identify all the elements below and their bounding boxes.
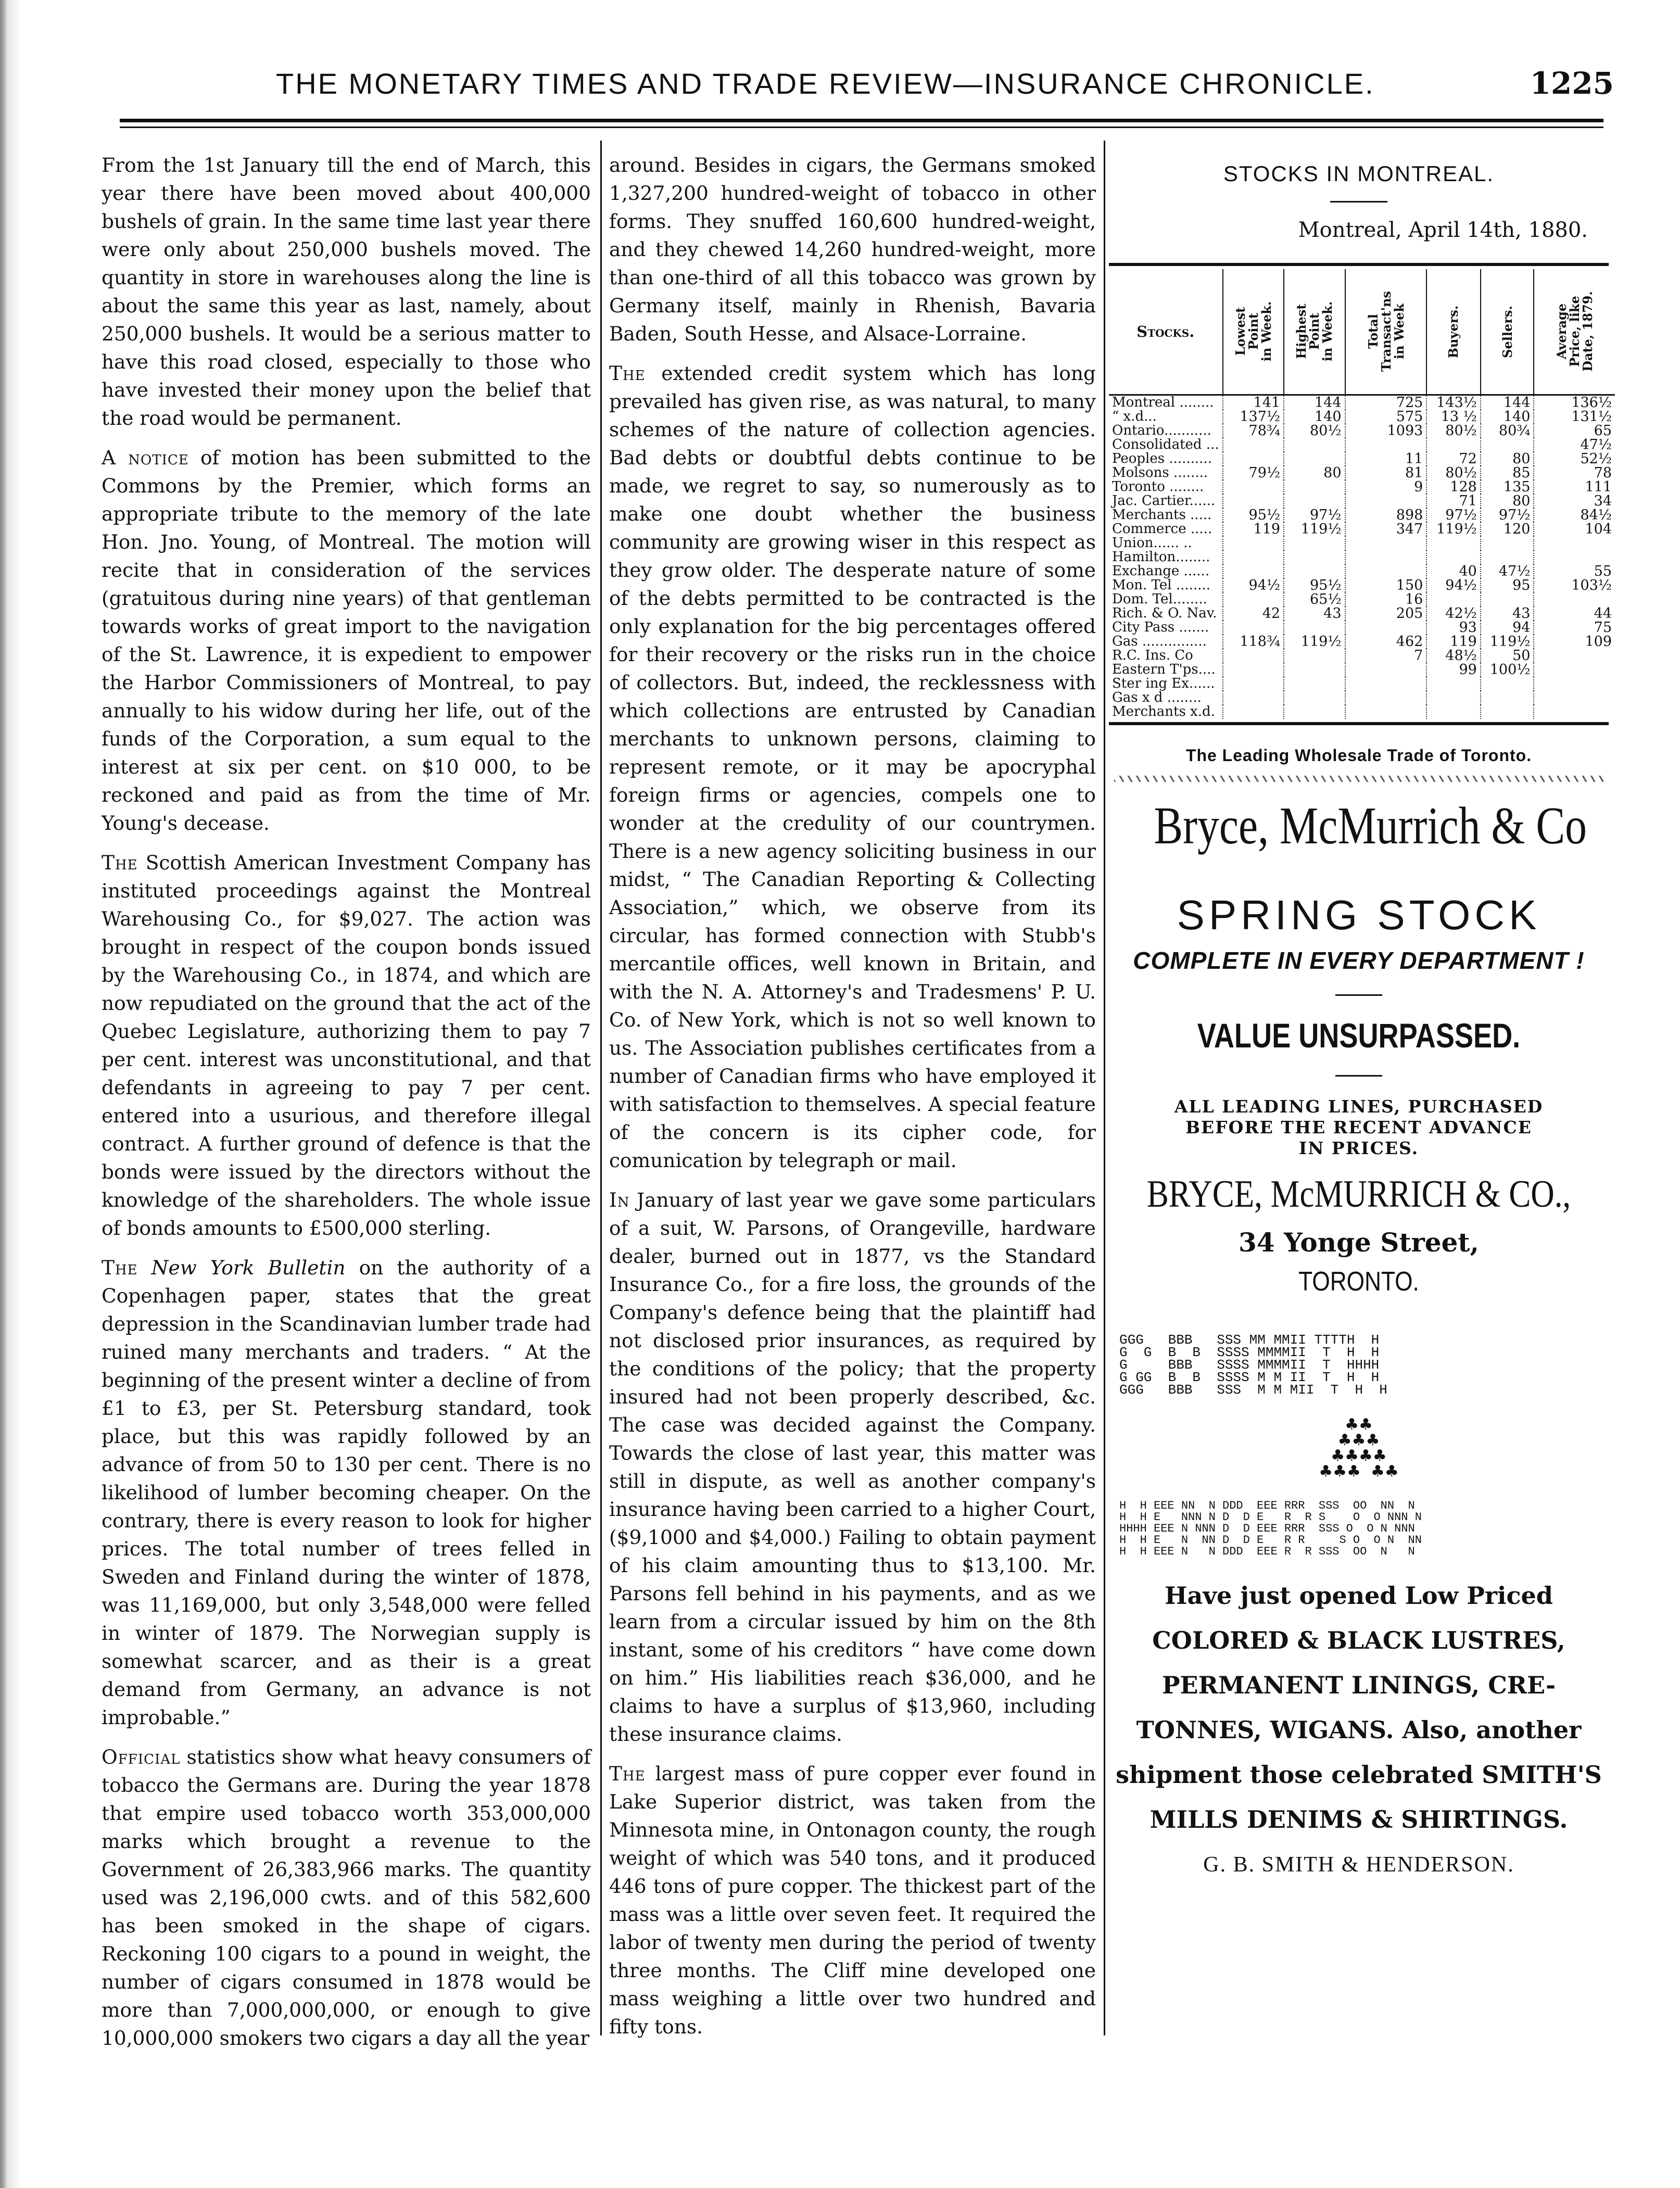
stock-name-cell: Exchange ...... <box>1112 563 1210 579</box>
value-headline: VALUE UNSURPASSED. <box>1197 1016 1521 1055</box>
stock-value-cell: 347 <box>1345 522 1427 536</box>
stock-value-cell <box>1534 677 1615 691</box>
stock-value-cell: 52½ <box>1534 452 1615 466</box>
stock-value-cell <box>1345 564 1427 578</box>
stock-value-cell: 7 <box>1345 649 1427 663</box>
publication-name: New York Bulletin <box>151 1256 346 1279</box>
paragraph-text: on the authority of a Copenhagen paper, states that the great depression in the Scandinavian lumber trade had ruined many merchants and traders. “ At the beginning of the present winter a decline of from £1 to £3, per St. Petersburg standard, took place, but this was rapidly followed by an advance of from 50 to 130 per cent. There is no likelihood of lumber becoming cheaper. On the contrary, there is every reason to look for higher prices. The total number of trees felled in Sweden and Finland during the winter of 1878, was 11,169,000, but only 3,548,000 were felled in winter of 1879. The Norwegian supply is somewhat scarcer, and as their is a great demand from Germany, an advance is not improbable.” <box>102 1256 591 1729</box>
stock-value-cell: 97½ <box>1481 508 1534 522</box>
stock-value-cell: 120 <box>1481 522 1534 536</box>
stock-value-cell <box>1345 621 1427 635</box>
stock-name-cell: Toronto ........ <box>1112 479 1204 495</box>
stock-value-cell <box>1284 649 1345 663</box>
advertiser-name: Bryce, McMurrich & Co <box>1154 796 1587 855</box>
stock-value-cell: 48½ <box>1426 649 1480 663</box>
stock-value-cell: 93 <box>1426 621 1480 635</box>
stock-value-cell: 119½ <box>1284 635 1345 649</box>
table-row <box>1109 508 1615 522</box>
stock-value-cell: 97½ <box>1426 508 1480 522</box>
stocks-col-header <box>1284 269 1345 395</box>
stock-name-cell: Ster ing Ex...... <box>1112 676 1215 691</box>
stock-value-cell <box>1345 438 1427 452</box>
table-row <box>1109 691 1615 705</box>
stock-value-cell: 119 <box>1426 635 1480 649</box>
stock-value-cell <box>1223 621 1284 635</box>
stock-value-cell: 79½ <box>1223 466 1284 480</box>
paragraph-notice <box>102 444 591 837</box>
stock-value-cell <box>1284 550 1345 564</box>
lead-word: The <box>102 1256 138 1279</box>
stock-value-cell: 47½ <box>1534 438 1615 452</box>
advertiser-name-caps: BRYCE, McMURRICH & CO., <box>1146 1173 1571 1216</box>
paragraph-scottish <box>102 849 591 1242</box>
stock-value-cell: 71 <box>1426 494 1480 508</box>
stock-value-cell <box>1284 564 1345 578</box>
stock-name-cell: Union...... .. <box>1112 535 1192 551</box>
stocks-col-header-label: Highest Point in Week. <box>1294 301 1335 362</box>
announce-line: PERMANENT LININGS, CRE- <box>1161 1671 1556 1699</box>
stock-value-cell <box>1223 550 1284 564</box>
stocks-col-header-label: Total Transact'ns in Week <box>1365 291 1407 372</box>
stock-value-cell: 9 <box>1345 480 1427 494</box>
page-header <box>120 67 1630 108</box>
table-row <box>1109 452 1615 466</box>
stock-value-cell: 65½ <box>1284 592 1345 606</box>
stocks-col-header-label: Lowest Point in Week. <box>1232 301 1274 362</box>
stock-name-cell: Hamilton........ <box>1112 549 1210 565</box>
table-row <box>1109 536 1615 550</box>
stock-value-cell: 80 <box>1481 452 1534 466</box>
stock-name-cell: Ontario........... <box>1112 423 1211 438</box>
city-name: TORONTO. <box>1298 1267 1419 1297</box>
stock-value-cell <box>1284 494 1345 508</box>
stock-value-cell <box>1481 438 1534 452</box>
paragraph-credit <box>609 359 1096 1174</box>
clover-ornament-icon: ♣♣ ♣♣♣ ♣♣♣♣ ♣♣♣ ♣♣ <box>1319 1415 1399 1481</box>
stock-value-cell: 137½ <box>1223 410 1284 424</box>
stock-value-cell <box>1534 649 1615 663</box>
lead-word: The <box>102 851 138 874</box>
stock-value-cell <box>1223 592 1284 606</box>
stock-value-cell <box>1284 438 1345 452</box>
paragraph-text: largest mass of pure copper ever found in Lake Superior district, was taken from the Minnesota mine, in Ontonagon county, the rough weight of which was 540 tons, and it produced 446 tons of pure copper. The thickest part of the mass was a little over seven feet. It required the labor of twenty men during the period of twenty three months. The Cliff mine developed one mass weighing a little over two hundred and fifty tons. <box>609 1762 1096 2038</box>
lead-word: A notice <box>102 446 189 469</box>
paragraph-parsons <box>609 1186 1096 1748</box>
stock-value-cell: 94½ <box>1223 578 1284 592</box>
paragraph-text: January of last year we gave some particulars of a suit, W. Parsons, of Orangeville, hardware dealer, burned out in 1877, vs the Standard Insurance Co., for a fire loss, the grounds of the Company's defence being that the plaintiff had not disclosed prior insurances, as required by the conditions of the policy; that the property insured had not been properly described, &c. The case was decided against the Company. Towards the close of last year, this matter was still in dispute, as well as another company's insurance having been carried to a higher Court, ($9,1000 and $4,000.) Failing to obtain payment of his claim amounting thus to $13,100. Mr. Parsons fell behind in his payments, and as we learn from a circular issued by him on the 8th instant, some of his creditors “ have come down on him.” His liabilities reach $36,000, and he claims to have a surplus of $13,960, including these insurance claims. <box>609 1188 1096 1746</box>
stock-value-cell: 99 <box>1426 663 1480 677</box>
stock-value-cell <box>1534 536 1615 550</box>
stock-value-cell: 128 <box>1426 480 1480 494</box>
stock-value-cell: 109 <box>1534 635 1615 649</box>
stock-value-cell: 84½ <box>1534 508 1615 522</box>
stock-value-cell <box>1284 621 1345 635</box>
stock-value-cell: 462 <box>1345 635 1427 649</box>
paragraph-cigars: around. Besides in cigars, the Germans smoked 1,327,200 hundred-weight of tobacco in other forms. They snuffed 160,600 hundred-weight, and they chewed 14,260 hundred-weight, more than one-third of all this tobacco was grown by Germany itself, mainly in Rhenish, Bavaria Baden, South Hesse, and Alsace-Lorraine. <box>609 154 1096 345</box>
stock-value-cell <box>1223 705 1284 719</box>
announce-line: MILLS DENIMS & SHIRTINGS. <box>1150 1805 1568 1833</box>
stock-value-cell: 119½ <box>1284 522 1345 536</box>
stock-name-cell: Merchants x.d. <box>1112 704 1215 719</box>
stock-name-cell: Molsons ........ <box>1112 465 1208 480</box>
paragraph-tobacco <box>102 1743 591 2052</box>
stocks-body <box>1109 395 1615 719</box>
stock-value-cell: 43 <box>1284 606 1345 621</box>
stock-value-cell <box>1534 691 1615 705</box>
stock-name-cell: Dom. Tel........ <box>1112 591 1207 607</box>
announce-line: shipment those celebrated SMITH'S <box>1116 1761 1602 1789</box>
stock-value-cell: 140 <box>1284 410 1345 424</box>
lines-text: ALL LEADING LINES, PURCHASED <box>1174 1096 1544 1117</box>
stock-value-cell: 44 <box>1534 606 1615 621</box>
stock-value-cell <box>1426 592 1480 606</box>
stocks-and-ads-column <box>1109 151 1612 1877</box>
announce-line: TONNES, WIGANS. Also, another <box>1136 1716 1582 1744</box>
divider <box>1330 201 1387 203</box>
table-row <box>1109 395 1615 410</box>
column-divider-1 <box>600 141 602 2035</box>
stock-value-cell <box>1345 677 1427 691</box>
advertiser-signature: G. B. SMITH & HENDERSON. <box>1203 1853 1514 1877</box>
stock-value-cell: 80¾ <box>1481 424 1534 438</box>
stock-value-cell <box>1223 691 1284 705</box>
stock-value-cell: 85 <box>1481 466 1534 480</box>
table-row <box>1109 621 1615 635</box>
stock-value-cell <box>1284 536 1345 550</box>
stock-value-cell: 34 <box>1534 494 1615 508</box>
stocks-title: STOCKS IN MONTREAL. <box>1223 161 1495 186</box>
table-row <box>1109 606 1615 621</box>
stocks-col-header-label: Average Price, like Date, 1879. <box>1554 291 1596 372</box>
stock-name-cell: Montreal ........ <box>1112 395 1214 410</box>
paragraph-text: of motion has been submitted to the Commons by the Premier, which forms an appropriate tribute to the memory of the late Hon. Jno. Young, of Montreal. The motion will recite that in consideration of the services (gratuitous during nine years) of that gentleman towards works of great import to the navigation of the St. Lawrence, it is expedient to empower the Harbor Commissioners of Montreal, to pay annually to his widow during her life, out of the funds of the Corporation, a sum equal to the interest at six per cent. on $10 000, to be reckoned and paid as from the time of Mr. Young's decease. <box>102 446 591 834</box>
stock-name-cell: Gas x d ........ <box>1112 690 1202 705</box>
stock-value-cell <box>1223 494 1284 508</box>
stock-name-cell: Eastern T'ps.... <box>1112 662 1216 677</box>
street-address: 34 Yonge Street, <box>1239 1227 1479 1258</box>
stock-value-cell <box>1481 536 1534 550</box>
stock-value-cell: 104 <box>1534 522 1615 536</box>
paragraph-text: statistics show what heavy consumers of tobacco the Germans are. During the year 1878 that empire used tobacco worth 353,000,000 marks which brought a revenue to the Government of 26,383,966 marks. The quantity used was 2,196,000 cwts. and of this 582,600 has been smoked in the shape of cigars. Reckoning 100 cigars to a pound in weight, the number of cigars consumed in 1878 would be more than 7,000,000,000, or enough to give 10,000,000 smokers two cigars a day all the year <box>102 1746 591 2050</box>
table-row <box>1109 705 1615 719</box>
paragraph-text: Scottish American Investment Company has instituted proceedings against the Montreal Warehousing Co., for $9,027. The action was brought in respect of the coupon bonds issued by the Warehousing Co., in 1874, and which are now repudiated on the ground that the act of the Quebec Legislature, authorizing them to pay 7 per cent. interest was unconstitutional, and that defendants in agreeing to pay 7 per cent. entered into a usurious, and therefore illegal contract. A further ground of defence is that the bonds were issued by the directors without the knowledge of the shareholders. The whole issue of bonds amounts to £500,000 sterling. <box>102 851 591 1240</box>
stock-value-cell: 78¾ <box>1223 424 1284 438</box>
lead-word: The <box>609 1762 646 1785</box>
stock-value-cell: 94 <box>1481 621 1534 635</box>
stock-value-cell: 136½ <box>1534 395 1615 410</box>
stock-value-cell: 80½ <box>1284 424 1345 438</box>
stock-name-cell: Merchants ..... <box>1112 507 1212 523</box>
stock-value-cell <box>1481 592 1534 606</box>
stock-name-cell: Peoples .......... <box>1112 451 1212 466</box>
stocks-col-header <box>1426 269 1480 395</box>
stocks-col-header <box>1534 269 1615 395</box>
stock-value-cell: 141 <box>1223 395 1284 410</box>
wavy-rule <box>1114 776 1603 782</box>
stock-name-cell: Gas ............... <box>1112 634 1207 649</box>
stock-value-cell: 1093 <box>1345 424 1427 438</box>
stock-value-cell <box>1481 677 1534 691</box>
stock-value-cell: 80 <box>1481 494 1534 508</box>
stock-value-cell: 40 <box>1426 564 1480 578</box>
table-row <box>1109 663 1615 677</box>
stock-value-cell: 72 <box>1426 452 1480 466</box>
stock-value-cell: 13 ½ <box>1426 410 1480 424</box>
page-number: 1225 <box>1530 66 1614 101</box>
stock-value-cell: 95½ <box>1223 508 1284 522</box>
stock-value-cell <box>1345 550 1427 564</box>
stock-value-cell: 119½ <box>1426 522 1480 536</box>
complete-tagline: COMPLETE IN EVERY DEPARTMENT ! <box>1133 947 1585 974</box>
stock-value-cell: 103½ <box>1534 578 1615 592</box>
lead-word: Official <box>102 1746 181 1768</box>
stock-value-cell: 80 <box>1284 466 1345 480</box>
stock-value-cell: 50 <box>1481 649 1534 663</box>
lines-text: IN PRICES. <box>1298 1138 1419 1158</box>
stock-value-cell: 47½ <box>1481 564 1534 578</box>
table-row <box>1109 649 1615 663</box>
stock-value-cell: 140 <box>1481 410 1534 424</box>
stock-value-cell: 119½ <box>1481 635 1534 649</box>
stock-value-cell: 75 <box>1534 621 1615 635</box>
stocks-date: Montreal, April 14th, 1880. <box>1298 218 1588 242</box>
stock-value-cell <box>1223 677 1284 691</box>
stocks-col-header <box>1481 269 1534 395</box>
stock-value-cell: 55 <box>1534 564 1615 578</box>
table-row <box>1109 410 1615 424</box>
stock-value-cell <box>1345 663 1427 677</box>
stock-value-cell: 205 <box>1345 606 1427 621</box>
stock-value-cell <box>1223 564 1284 578</box>
divider <box>1335 994 1382 996</box>
stock-value-cell <box>1426 705 1480 719</box>
stock-name-cell: City Pass ....... <box>1112 619 1209 635</box>
stock-value-cell <box>1534 663 1615 677</box>
stocks-table-frame <box>1109 263 1612 725</box>
ad-heading: The Leading Wholesale Trade of Toronto. <box>1185 746 1532 765</box>
paragraph-text: extended credit system which has long prevailed has given rise, as was natural, to many schemes of the nature of collection agencies. Bad debts or doubtful debts continue to be made, we regret to say, so numerously as to make one doubt whether the business community are growing wiser in this respect as they grow older. The desperate nature of some of the debts permitted to be contracted is the only explanation for the big percentages offered for their recovery or the risks run in the choice of collectors. But, indeed, the recklessness with which collections are entrusted by Canadian merchants to unknown persons, claiming to represent remote, or it may be apocryphal foreign firms or agencies, compels one to wonder at the credulity of our countrymen. There is a new agency soliciting business in our midst, “ The Canadian Reporting & Collecting Association,” which, we observe from its circular, has formed connection with Stubb's mercantile offices, well known in Britain, and with the N. A. Attorney's and Tradesmens' P. U. Co. of New York, which is not so well known to us. The Association publishes certificates from a number of Canadian firms who have employed it with satisfaction to themselves. A special feature of the concern is its cipher code, for comunication by telegraph or mail. <box>609 362 1096 1172</box>
stock-value-cell: 97½ <box>1284 508 1345 522</box>
stock-value-cell: 42½ <box>1426 606 1480 621</box>
stock-value-cell <box>1534 592 1615 606</box>
stock-value-cell <box>1481 691 1534 705</box>
stock-value-cell <box>1426 677 1480 691</box>
stock-value-cell: 43 <box>1481 606 1534 621</box>
stock-value-cell <box>1426 691 1480 705</box>
stock-value-cell <box>1284 691 1345 705</box>
lead-word: In <box>609 1188 630 1211</box>
stock-value-cell: 131½ <box>1534 410 1615 424</box>
stock-value-cell: 65 <box>1534 424 1615 438</box>
stock-name-cell: Jac. Cartier...... <box>1112 493 1216 509</box>
table-row <box>1109 424 1615 438</box>
stock-value-cell <box>1223 438 1284 452</box>
lead-word: The <box>609 362 646 385</box>
stock-value-cell <box>1426 536 1480 550</box>
table-row <box>1109 480 1615 494</box>
stock-value-cell: 135 <box>1481 480 1534 494</box>
announce-line: Have just opened Low Priced <box>1165 1582 1553 1610</box>
table-row <box>1109 494 1615 508</box>
stock-value-cell <box>1223 452 1284 466</box>
stock-value-cell: 94½ <box>1426 578 1480 592</box>
stock-value-cell: 80½ <box>1426 424 1480 438</box>
table-row <box>1109 522 1615 536</box>
stock-value-cell <box>1426 550 1480 564</box>
article-column-1 <box>102 151 591 2064</box>
stock-value-cell <box>1345 536 1427 550</box>
stock-value-cell: 725 <box>1345 395 1427 410</box>
stock-value-cell <box>1223 536 1284 550</box>
stock-value-cell <box>1426 438 1480 452</box>
stock-name-cell: Commerce ..... <box>1112 521 1212 537</box>
column-divider-2 <box>1104 141 1105 2035</box>
stock-value-cell <box>1284 663 1345 677</box>
stock-value-cell <box>1481 550 1534 564</box>
paragraph-grain: From the 1st January till the end of March, this year there have been moved about 400,000 bushels of grain. In the same time last year there were only about 250,000 bushels moved. The quantity in store in warehouses along the line is about the same this year as last, namely, about 250,000 bushels. It would be a serious matter to have this road closed, especially to those who have invested their money upon the belief that the road would be permanent. <box>102 154 591 429</box>
announce-line: COLORED & BLACK LUSTRES, <box>1152 1626 1565 1654</box>
goods-announcement <box>1109 1573 1609 1842</box>
scan-edge <box>0 0 21 2188</box>
spring-stock-headline: SPRING STOCK <box>1177 892 1541 938</box>
paragraph-copper <box>609 1760 1096 2041</box>
stock-value-cell: 898 <box>1345 508 1427 522</box>
block-letter-logo-gbsmith: GGG BBB SSS MM MMII TTTTH H G G B B SSSS MMMMII T H H G BBB SSSS MMMMII T HHHH G GG B B SSSS M M II T H H GGG BBB SSS M M MII T H H <box>1119 1332 1387 1398</box>
table-row <box>1109 635 1615 649</box>
stock-value-cell: 144 <box>1481 395 1534 410</box>
stock-value-cell: 150 <box>1345 578 1427 592</box>
table-row <box>1109 466 1615 480</box>
stock-name-cell: Mon. Tel ........ <box>1112 577 1210 593</box>
stocks-col-header <box>1223 269 1284 395</box>
stock-value-cell <box>1223 649 1284 663</box>
stock-value-cell: 81 <box>1345 466 1427 480</box>
stock-value-cell <box>1284 480 1345 494</box>
stock-value-cell: 78 <box>1534 466 1615 480</box>
stock-name-cell: Consolidated ... <box>1112 437 1219 452</box>
stock-value-cell: 11 <box>1345 452 1427 466</box>
stock-value-cell <box>1223 480 1284 494</box>
stock-value-cell <box>1534 705 1615 719</box>
paragraph-lumber <box>102 1254 591 1731</box>
stock-value-cell: 95½ <box>1284 578 1345 592</box>
stock-name-cell: R.C. Ins. Co <box>1112 648 1193 663</box>
stock-value-cell: 118¾ <box>1223 635 1284 649</box>
stock-value-cell <box>1223 663 1284 677</box>
stock-value-cell: 111 <box>1534 480 1615 494</box>
stocks-table <box>1109 269 1615 719</box>
stocks-col-header-label: Buyers. <box>1446 305 1461 358</box>
stocks-col-header-label: Sellers. <box>1499 305 1515 358</box>
block-letter-logo-henderson: H H EEE NN N DDD EEE RRR SSS OO NN N H H E NNN N D D E R R S O O NNN N HHHH EEE N NNN D D EEE RRR SSS O O N NNN H H E N NN D D E R R S O O N NN H H EEE N N DDD EEE R R SSS OO N N <box>1119 1499 1422 1558</box>
stock-value-cell <box>1481 705 1534 719</box>
table-row <box>1109 550 1615 564</box>
stock-value-cell <box>1345 494 1427 508</box>
stocks-header-row <box>1109 269 1615 395</box>
stocks-col-name-header: Stocks. <box>1109 269 1223 395</box>
stock-value-cell <box>1284 452 1345 466</box>
stocks-col-header <box>1345 269 1427 395</box>
stock-value-cell: 95 <box>1481 578 1534 592</box>
stock-name-cell: Rich. & O. Nav. <box>1112 605 1217 621</box>
stock-value-cell <box>1284 705 1345 719</box>
header-rule-thin <box>120 127 1603 128</box>
stock-value-cell: 575 <box>1345 410 1427 424</box>
table-row <box>1109 677 1615 691</box>
stock-value-cell: 16 <box>1345 592 1427 606</box>
divider <box>1335 1075 1382 1077</box>
stock-value-cell: 143½ <box>1426 395 1480 410</box>
stock-value-cell <box>1345 691 1427 705</box>
stock-value-cell: 42 <box>1223 606 1284 621</box>
header-rule-thick <box>120 119 1603 122</box>
lines-text: BEFORE THE RECENT ADVANCE <box>1185 1117 1532 1137</box>
journal-title: THE MONETARY TIMES AND TRADE REVIEW—INSURANCE CHRONICLE. <box>276 67 1375 100</box>
stock-value-cell <box>1284 677 1345 691</box>
article-column-2 <box>609 151 1096 2052</box>
table-row <box>1109 578 1615 592</box>
stock-name-cell: “ x.d... <box>1112 409 1157 424</box>
table-row <box>1109 592 1615 606</box>
stock-value-cell <box>1534 550 1615 564</box>
table-row <box>1109 564 1615 578</box>
stock-value-cell: 144 <box>1284 395 1345 410</box>
stock-value-cell: 80½ <box>1426 466 1480 480</box>
stock-value-cell: 100½ <box>1481 663 1534 677</box>
lines-notice <box>1109 1096 1609 1159</box>
stock-value-cell <box>1345 705 1427 719</box>
table-row <box>1109 438 1615 452</box>
stock-value-cell: 119 <box>1223 522 1284 536</box>
